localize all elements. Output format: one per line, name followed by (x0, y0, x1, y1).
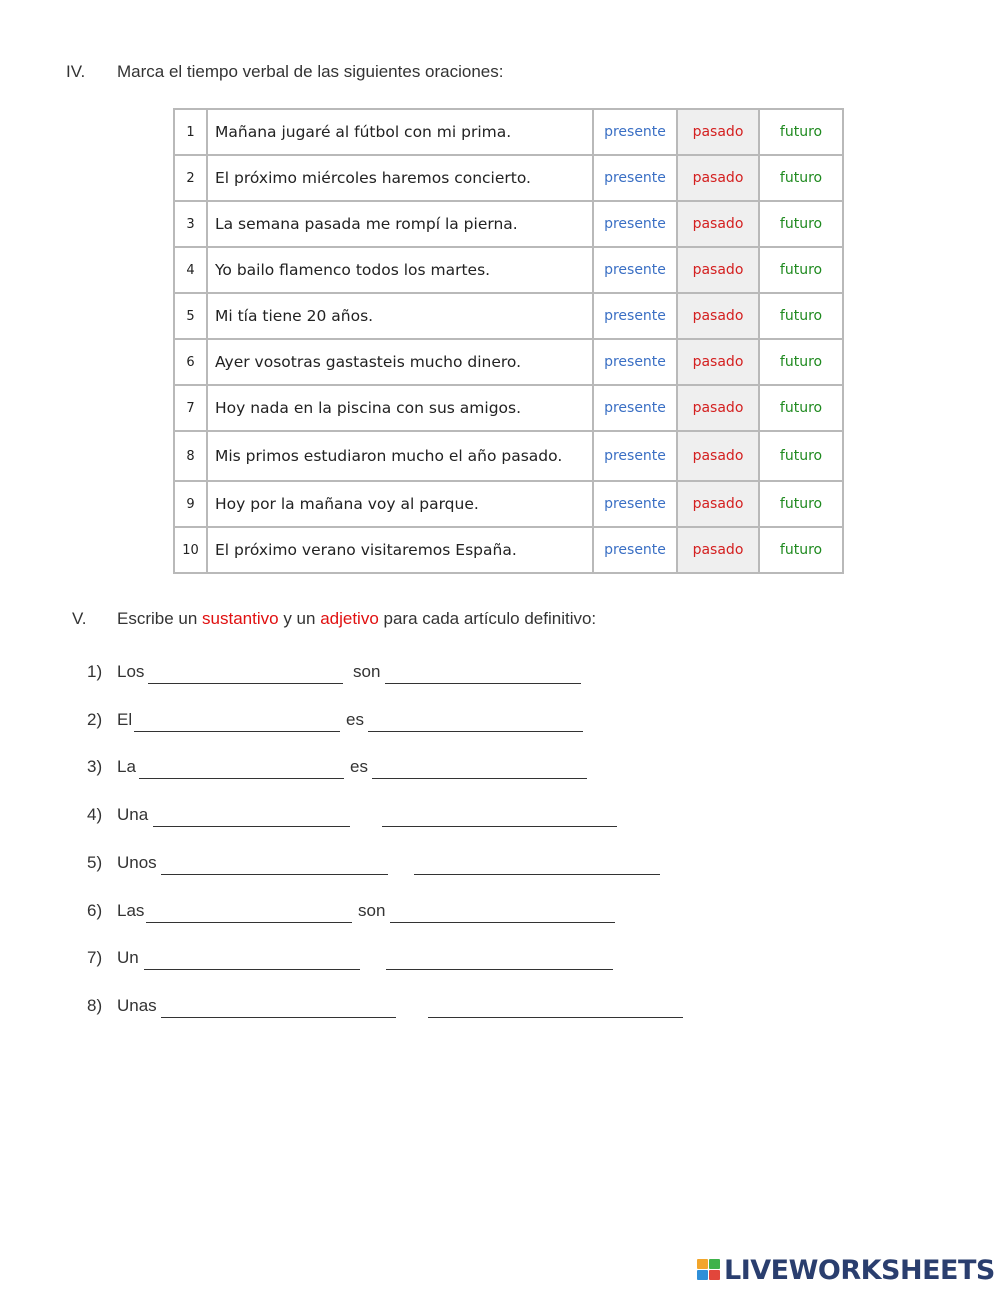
option-pasado[interactable]: pasado (677, 339, 759, 385)
option-futuro[interactable]: futuro (759, 155, 843, 201)
item-article: Un (117, 948, 139, 968)
option-presente[interactable]: presente (593, 431, 677, 481)
option-presente[interactable]: presente (593, 339, 677, 385)
adjective-blank[interactable] (428, 1017, 683, 1018)
instruction-part: y un (278, 609, 321, 628)
option-presente[interactable]: presente (593, 481, 677, 527)
section-v-number: V. (72, 609, 87, 628)
item-number: 2) (87, 709, 103, 729)
item-article: Los (117, 662, 145, 681)
option-presente[interactable]: presente (593, 247, 677, 293)
noun-blank[interactable] (134, 731, 340, 732)
row-number: 5 (174, 293, 207, 339)
option-presente[interactable]: presente (593, 293, 677, 339)
adjective-blank[interactable] (414, 874, 660, 875)
option-pasado[interactable]: pasado (677, 481, 759, 527)
option-futuro[interactable]: futuro (759, 109, 843, 155)
section-iv-number: IV. (66, 62, 86, 81)
option-pasado[interactable]: pasado (677, 109, 759, 155)
adjetivo-keyword: adjetivo (320, 609, 379, 628)
noun-blank[interactable] (161, 1017, 396, 1018)
noun-blank[interactable] (161, 874, 388, 875)
liveworksheets-logo (697, 1255, 993, 1285)
tense-row (174, 481, 843, 527)
row-number: 1 (174, 109, 207, 155)
adjective-blank[interactable] (382, 826, 617, 827)
option-pasado[interactable]: pasado (677, 431, 759, 481)
row-sentence: La semana pasada me rompí la pierna. (207, 201, 593, 247)
noun-blank[interactable] (139, 778, 344, 779)
instruction-part: Escribe un (117, 609, 203, 628)
noun-blank[interactable] (153, 826, 350, 827)
item-verb: es (346, 709, 364, 729)
option-pasado[interactable]: pasado (677, 385, 759, 431)
option-pasado[interactable]: pasado (677, 155, 759, 201)
row-sentence: Ayer vosotras gastasteis mucho dinero. (207, 339, 593, 385)
tense-table (173, 108, 844, 574)
row-number: 2 (174, 155, 207, 201)
item-article: Unos (117, 852, 157, 872)
item-number: 3) (87, 757, 103, 777)
option-futuro[interactable]: futuro (759, 527, 843, 573)
option-futuro[interactable]: futuro (759, 339, 843, 385)
item-number: 7) (87, 948, 103, 968)
option-pasado[interactable]: pasado (677, 527, 759, 573)
row-sentence: Mi tía tiene 20 años. (207, 293, 593, 339)
item-article: El (117, 709, 133, 729)
row-sentence: El próximo miércoles haremos concierto. (207, 155, 593, 201)
tense-row (174, 109, 843, 155)
option-presente[interactable]: presente (593, 109, 677, 155)
tense-row (174, 431, 843, 481)
row-sentence: Mis primos estudiaron mucho el año pasado. (207, 431, 593, 481)
tense-row (174, 527, 843, 573)
logo-text: LIVEWORKSHEETS (724, 1255, 995, 1286)
option-futuro[interactable]: futuro (759, 293, 843, 339)
row-sentence: Yo bailo flamenco todos los martes. (207, 247, 593, 293)
row-number: 3 (174, 201, 207, 247)
tense-row (174, 155, 843, 201)
item-article: Las (117, 900, 145, 920)
option-pasado[interactable]: pasado (677, 201, 759, 247)
option-pasado[interactable]: pasado (677, 293, 759, 339)
item-article: La (117, 757, 136, 777)
tense-row (174, 385, 843, 431)
tense-row (174, 293, 843, 339)
instruction-part: para cada artículo definitivo: (378, 609, 597, 628)
row-number: 4 (174, 247, 207, 293)
sustantivo-keyword: sustantivo (202, 609, 279, 628)
section-iv-instruction: Marca el tiempo verbal de las siguientes oraciones: (117, 62, 504, 81)
item-verb: es (350, 757, 368, 777)
row-sentence: Mañana jugaré al fútbol con mi prima. (207, 109, 593, 155)
item-number: 6) (87, 900, 103, 920)
option-presente[interactable]: presente (593, 155, 677, 201)
adjective-blank[interactable] (368, 731, 583, 732)
adjective-blank[interactable] (386, 969, 613, 970)
option-futuro[interactable]: futuro (759, 247, 843, 293)
row-sentence: El próximo verano visitaremos España. (207, 527, 593, 573)
tense-row (174, 247, 843, 293)
noun-blank[interactable] (144, 969, 360, 970)
option-futuro[interactable]: futuro (759, 481, 843, 527)
item-article: Una (117, 805, 149, 825)
row-number: 6 (174, 339, 207, 385)
option-futuro[interactable]: futuro (759, 385, 843, 431)
option-pasado[interactable]: pasado (677, 247, 759, 293)
row-number: 7 (174, 385, 207, 431)
item-verb: son (358, 900, 386, 920)
logo-tiles-icon (697, 1259, 721, 1281)
row-number: 8 (174, 431, 207, 481)
section-v-instruction (117, 609, 596, 629)
option-presente[interactable]: presente (593, 201, 677, 247)
item-verb: son (353, 662, 381, 681)
item-number: 8) (87, 995, 103, 1015)
option-futuro[interactable]: futuro (759, 201, 843, 247)
adjective-blank[interactable] (385, 683, 581, 684)
item-number: 1) (87, 662, 103, 681)
row-number: 10 (174, 527, 207, 573)
item-number: 5) (87, 852, 103, 872)
noun-blank[interactable] (146, 922, 352, 923)
tense-row (174, 201, 843, 247)
option-futuro[interactable]: futuro (759, 431, 843, 481)
row-sentence: Hoy por la mañana voy al parque. (207, 481, 593, 527)
row-sentence: Hoy nada en la piscina con sus amigos. (207, 385, 593, 431)
row-number: 9 (174, 481, 207, 527)
option-presente[interactable]: presente (593, 527, 677, 573)
noun-blank[interactable] (148, 683, 343, 684)
tense-row (174, 339, 843, 385)
option-presente[interactable]: presente (593, 385, 677, 431)
item-number: 4) (87, 805, 103, 825)
adjective-blank[interactable] (390, 922, 615, 923)
item-article: Unas (117, 995, 157, 1015)
adjective-blank[interactable] (372, 778, 587, 779)
